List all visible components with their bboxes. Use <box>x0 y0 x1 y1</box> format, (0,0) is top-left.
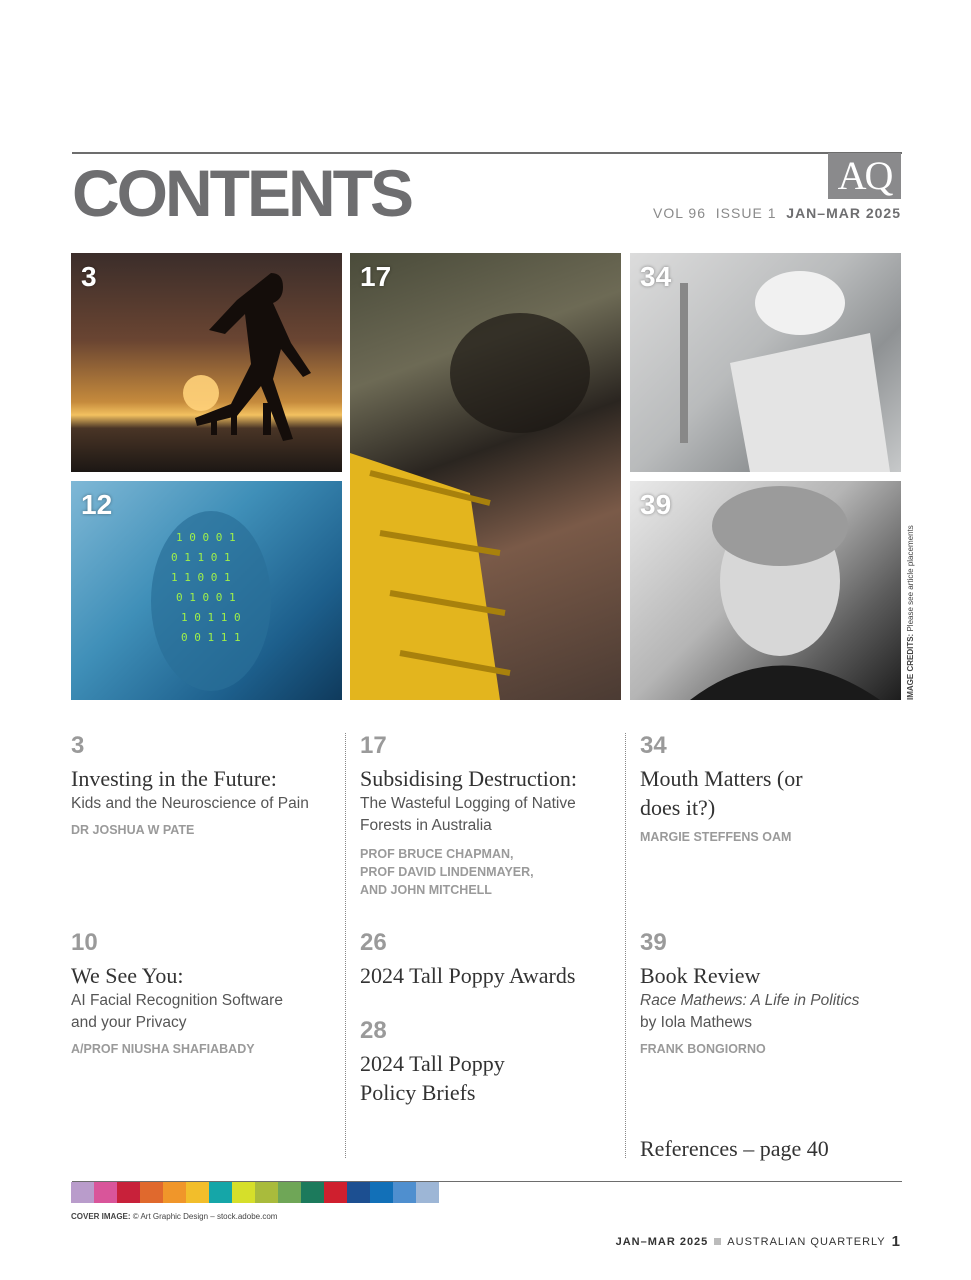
color-swatch <box>278 1182 301 1203</box>
author-line: DR JOSHUA W PATE <box>71 823 195 837</box>
entry-subtitle: Kids and the Neuroscience of Pain <box>71 795 309 812</box>
color-swatch <box>324 1182 347 1203</box>
footer-publication: AUSTRALIAN QUARTERLY <box>727 1235 886 1248</box>
color-swatch <box>416 1182 439 1203</box>
svg-text:1 0 0 0 1: 1 0 0 0 1 <box>176 531 236 544</box>
color-swatch <box>232 1182 255 1203</box>
entry-subtitle-italic <box>640 990 905 1012</box>
aq-logo: AQ <box>828 153 901 199</box>
entry-page-number: 26 <box>360 929 387 956</box>
contents-entry[interactable] <box>640 734 810 846</box>
color-swatch <box>209 1182 232 1203</box>
tile-facial-recognition-photo[interactable] <box>71 481 342 700</box>
entry-page-number: 39 <box>640 929 667 956</box>
image-credits-label: IMAGE CREDITS: <box>906 633 915 700</box>
column-divider <box>345 733 346 1158</box>
color-swatch <box>163 1182 186 1203</box>
tile-dental-chair-photo[interactable] <box>630 253 901 472</box>
entry-page-number: 17 <box>360 732 387 759</box>
svg-text:0 1 1 0 1: 0 1 1 0 1 <box>171 551 231 564</box>
entry-subtitle: AI Facial Recognition Software and your Privacy <box>71 992 283 1031</box>
svg-text:0 1 0 0 1: 0 1 0 0 1 <box>176 591 236 604</box>
cover-credit-label: COVER IMAGE: <box>71 1212 131 1221</box>
color-swatch <box>393 1182 416 1203</box>
svg-text:1 0 1 1 0: 1 0 1 1 0 <box>181 611 241 624</box>
contents-entry[interactable] <box>360 931 625 990</box>
svg-text:0 0 1 1 1: 0 0 1 1 1 <box>181 631 241 644</box>
page-title: CONTENTS <box>72 156 411 230</box>
tile-silhouette-photo[interactable] <box>71 253 342 472</box>
color-swatch <box>71 1182 94 1203</box>
entry-headline: Investing in the Future: <box>71 766 277 791</box>
tile-page-number: 12 <box>81 489 113 520</box>
svg-text:1 1 0 0 1: 1 1 0 0 1 <box>171 571 231 584</box>
author-line: FRANK BONGIORNO <box>640 1042 766 1056</box>
contents-entry[interactable] <box>71 931 336 1058</box>
image-credits <box>906 525 915 700</box>
issue-date: JAN–MAR 2025 <box>786 205 901 221</box>
page-footer <box>616 1233 901 1250</box>
contents-entry[interactable] <box>360 1019 540 1107</box>
running-silhouette-icon <box>71 253 342 472</box>
author-line: AND JOHN MITCHELL <box>360 883 492 897</box>
square-bullet-icon <box>714 1238 721 1245</box>
entry-author <box>360 845 625 899</box>
entry-page-number: 10 <box>71 929 98 956</box>
issue-label: ISSUE 1 <box>715 205 777 221</box>
color-swatch <box>140 1182 163 1203</box>
entry-author <box>71 1040 336 1058</box>
tile-portrait-photo[interactable] <box>630 481 901 700</box>
entry-author <box>640 828 810 846</box>
entry-headline: We See You: <box>71 963 184 988</box>
entry-headline: Mouth Matters (or does it?) <box>640 766 803 820</box>
footer-page-number: 1 <box>891 1233 901 1250</box>
contents-entry[interactable] <box>360 734 625 899</box>
entry-headline: 2024 Tall Poppy Policy Briefs <box>360 1051 505 1105</box>
entry-subtitle: The Wasteful Logging of Native Forests in Australia <box>360 795 576 834</box>
issue-info <box>653 205 901 221</box>
contents-entry[interactable] <box>71 734 336 839</box>
tile-page-number: 39 <box>640 489 672 520</box>
color-swatch <box>94 1182 117 1203</box>
tile-page-number: 17 <box>360 261 392 292</box>
volume-label: VOL 96 <box>653 205 707 221</box>
color-swatch <box>347 1182 370 1203</box>
footer-date: JAN–MAR 2025 <box>615 1235 709 1248</box>
color-swatch <box>186 1182 209 1203</box>
tile-forest-photo[interactable] <box>350 253 621 700</box>
entry-headline: Subsidising Destruction: <box>360 766 577 791</box>
color-swatch <box>370 1182 393 1203</box>
entry-author <box>640 1040 905 1058</box>
color-swatch <box>117 1182 140 1203</box>
color-swatch <box>301 1182 324 1203</box>
color-swatch <box>255 1182 278 1203</box>
author-line: PROF DAVID LINDENMAYER, <box>360 865 534 879</box>
logging-machine-icon <box>350 253 621 700</box>
top-rule <box>72 152 902 154</box>
entry-page-number: 28 <box>360 1017 387 1044</box>
author-line: MARGIE STEFFENS OAM <box>640 830 792 844</box>
entry-author <box>71 821 336 839</box>
tile-page-number: 34 <box>640 261 672 292</box>
cover-credit-text: © Art Graphic Design – stock.adobe.com <box>132 1212 278 1221</box>
entry-page-number: 34 <box>640 732 667 759</box>
tile-page-number: 3 <box>81 261 97 292</box>
image-credits-text: Please see article placements <box>906 525 915 632</box>
contents-entry[interactable] <box>640 931 905 1058</box>
cover-credit <box>71 1212 277 1221</box>
entry-page-number: 3 <box>71 732 85 759</box>
author-line: PROF BRUCE CHAPMAN, <box>360 847 514 861</box>
column-divider <box>625 733 626 1158</box>
color-swatch-bar <box>71 1182 439 1203</box>
references-link[interactable]: References – page 40 <box>640 1136 829 1161</box>
author-line: A/PROF NIUSHA SHAFIABADY <box>71 1042 255 1056</box>
book-title: Race Mathews: A Life in Politics <box>640 992 860 1009</box>
entry-headline: Book Review <box>640 963 761 988</box>
entry-subtitle: by Iola Mathews <box>640 1014 752 1031</box>
entry-headline: 2024 Tall Poppy Awards <box>360 963 576 988</box>
